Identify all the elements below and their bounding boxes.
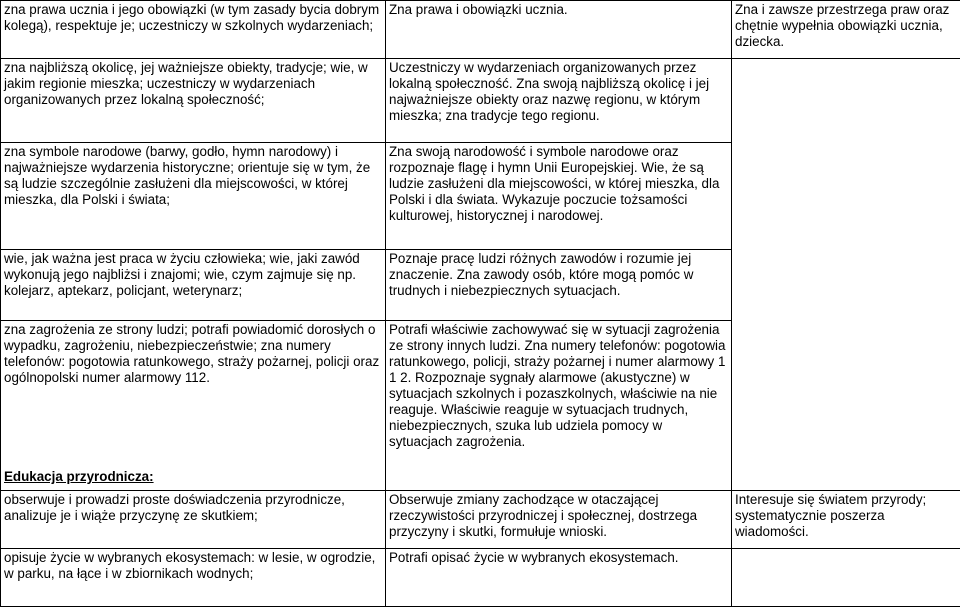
achievement-cell: [386, 59, 732, 143]
achievement-text: Uczestniczy w wydarzeniach organizowanych przez lokalną społeczność. Zna swoją najbliższą okolicę i jej najważniejsze obiekty oraz nazwę regionu, w którym mieszka; zna tradycje tego regionu.: [389, 60, 710, 123]
table-row: [1, 321, 960, 491]
requirement-cell: [1, 250, 386, 321]
requirement-text: obserwuje i prowadzi proste doświadczenia przyrodnicze, analizuje je i wiąże przyczynę ze skutkiem;: [4, 492, 345, 523]
requirement-cell: [1, 59, 386, 143]
achievement-cell: [386, 321, 732, 491]
section-heading: Edukacja przyrodnicza:: [4, 469, 154, 484]
requirement-cell: [1, 491, 386, 549]
empty-cell: [732, 250, 960, 321]
achievement-text: Zna prawa i obowiązki ucznia.: [389, 2, 568, 17]
empty-cell: [732, 59, 960, 143]
extended-cell: [732, 549, 960, 607]
achievement-text: Zna swoją narodowość i symbole narodowe oraz rozpoznaje flagę i hymn Unii Europejskiej. Wie, że są ludzie zasłużeni dla miejscowości, w której mieszka, dla Polski i dla świata. Wykazuje poczucie tożsamości kulturowej, historycznej i narodowej.: [389, 144, 720, 223]
empty-cell: [732, 321, 960, 491]
requirement-text: zna prawa ucznia i jego obowiązki (w tym zasady bycia dobrym kolegą), respektuje je; uczestniczy w szkolnych wydarzeniach;: [4, 2, 380, 33]
requirement-text: opisuje życie w wybranych ekosystemach: w lesie, w ogrodzie, w parku, na łące i w zbiornikach wodnych;: [4, 550, 376, 581]
achievement-text: Poznaje pracę ludzi różnych zawodów i rozumie jej znaczenie. Zna zawody osób, które mogą pomóc w trudnych i niebezpiecznych sytuacjach.: [389, 251, 694, 298]
table-row: [1, 250, 960, 321]
extended-cell: [732, 491, 960, 549]
empty-cell: [732, 143, 960, 250]
table-row: [1, 59, 960, 143]
achievement-text: Potrafi opisać życie w wybranych ekosystemach.: [389, 550, 679, 565]
extended-cell: [732, 1, 960, 59]
extended-text: Zna i zawsze przestrzega praw oraz chętnie wypełnia obowiązki ucznia, dziecka.: [735, 2, 950, 49]
achievement-text: Potrafi właściwie zachowywać się w sytuacji zagrożenia ze strony innych ludzi. Zna numery telefonów: pogotowia ratunkowego, policji, straży pożarnej i numer alarmowy 1 1 2. Rozpoznaje sygnały alarmowe (akustyczne) w sytuacjach szkolnych i pozaszkolnych, właściwie na nie reaguje. Właściwie reaguje w sytuacjach trudnych, niebezpiecznych, szuka lub udziela pomocy w sytuacjach zagrożenia.: [389, 322, 726, 449]
achievement-cell: [386, 549, 732, 607]
requirement-cell: [1, 1, 386, 59]
requirement-text: zna symbole narodowe (barwy, godło, hymn narodowy) i najważniejsze wydarzenia historyczne; orientuje się w tym, że są ludzie szczególnie zasłużeni dla miejscowości, w której mieszka, dla Polski i świata;: [4, 144, 371, 207]
table-row: [1, 549, 960, 607]
requirement-text: wie, jak ważna jest praca w życiu człowieka; wie, jaki zawód wykonują jego najbliżsi i znajomi; wie, czym zajmuje się np. kolejarz, aptekarz, policjant, weterynarz;: [4, 251, 360, 298]
table-row: [1, 1, 960, 59]
achievement-cell: [386, 250, 732, 321]
requirement-cell: [1, 321, 386, 491]
requirement-cell: [1, 549, 386, 607]
requirement-text: zna zagrożenia ze strony ludzi; potrafi powiadomić dorosłych o wypadku, zagrożeniu, niebezpieczeństwie; zna numery telefonów: pogotowia ratunkowego, straży pożarnej, policji oraz ogólnopolski numer alarmowy 112.: [4, 322, 380, 385]
extended-text: Interesuje się światem przyrody; systematycznie poszerza wiadomości.: [735, 492, 927, 539]
achievement-text: Obserwuje zmiany zachodzące w otaczającej rzeczywistości przyrodniczej i społecznej, dostrzega przyczyny i skutki, formułuje wnioski.: [389, 492, 698, 539]
achievement-cell: [386, 491, 732, 549]
table-row: [1, 491, 960, 549]
requirement-cell: [1, 143, 386, 250]
achievement-cell: [386, 143, 732, 250]
achievement-cell: [386, 1, 732, 59]
requirement-text: zna najbliższą okolicę, jej ważniejsze obiekty, tradycje; wie, w jakim regionie mieszka; uczestniczy w wydarzeniach organizowanych przez lokalną społeczność;: [4, 60, 368, 107]
table-row: [1, 143, 960, 250]
